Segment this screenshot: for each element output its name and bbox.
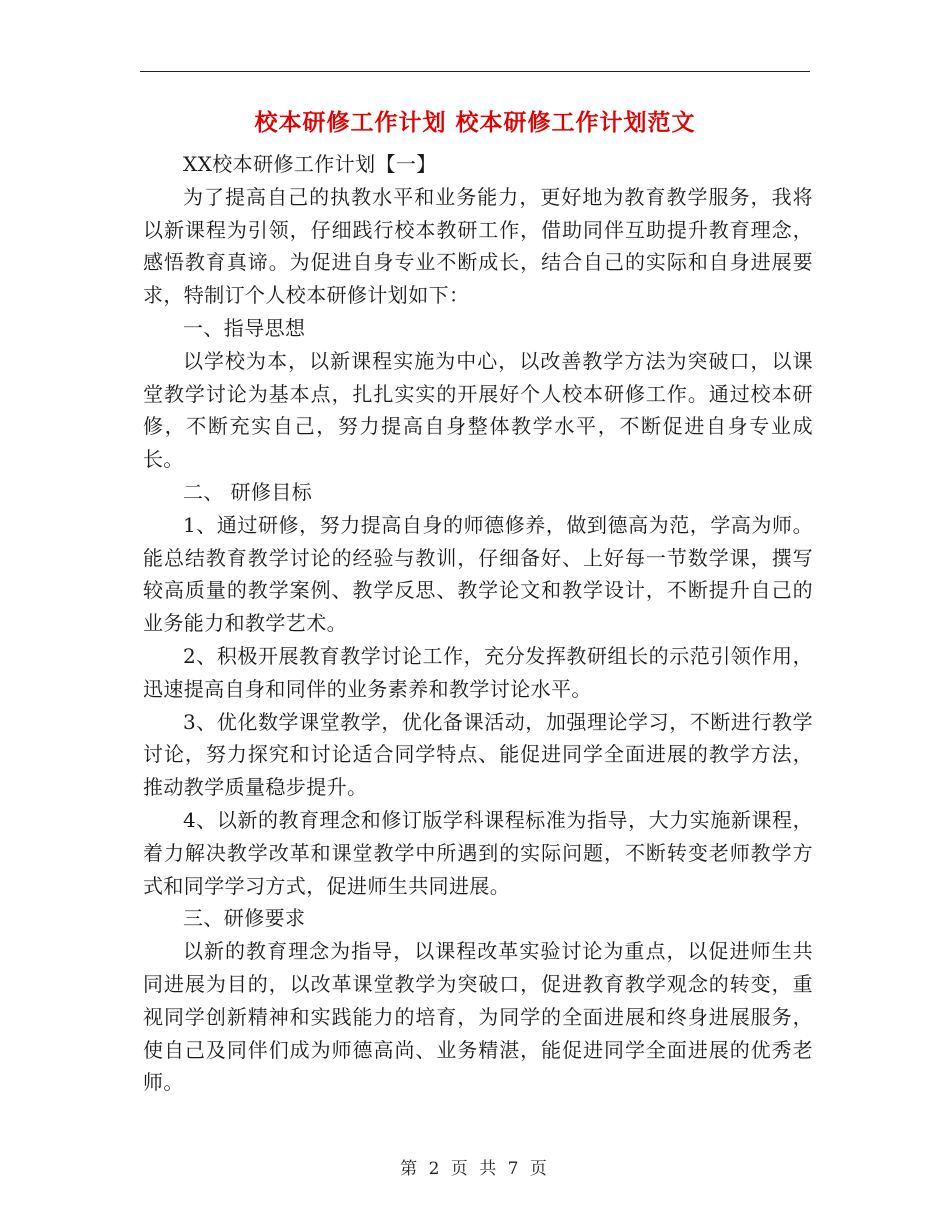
document-title: 校本研修工作计划 校本研修工作计划范文	[254, 109, 696, 136]
intro-paragraph: 为了提高自己的执教水平和业务能力，更好地为教育教学服务，我将以新课程为引领，仔细践行校本教研工作，借助同伴互助提升教育理念，感悟教育真谛。为促进自身专业不断成长，结合自己的实际和自身进展要求，特制订个人校本研修计划如下：	[143, 184, 813, 308]
header-rule	[140, 71, 810, 72]
goal-item-1: 1、通过研修，努力提高自身的师德修养，做到德高为范，学高为师。能总结教育教学讨论的经验与教训，仔细备好、上好每一节数学课，撰写较高质量的教学案例、教学反思、教学论文和教学设计，不断提升自己的业务能力和教学艺术。	[143, 512, 813, 636]
requirements-paragraph: 以新的教育理念为指导，以课程改革实验讨论为重点，以促进师生共同进展为目的，以改革课堂教学为突破口，促进教育教学观念的转变，重视同学创新精神和实践能力的培育，为同学的全面进展和终身进展服务，使自己及同伴们成为师德高尚、业务精湛，能促进同学全面进展的优秀老师。	[143, 939, 813, 1095]
guiding-thought-paragraph: 以学校为本，以新课程实施为中心，以改善教学方法为突破口，以课堂教学讨论为基本点，扎扎实实的开展好个人校本研修工作。通过校本研修，不断充实自己，努力提高自身整体教学水平，不断促进自身专业成长。	[143, 348, 813, 472]
goal-item-4: 4、以新的教育理念和修订版学科课程标准为指导，大力实施新课程，着力解决教学改革和课堂教学中所遇到的实际问题，不断转变老师教学方式和同学学习方式，促进师生共同进展。	[143, 807, 813, 898]
goal-item-2: 2、积极开展教育教学讨论工作，充分发挥教研组长的示范引领作用，迅速提高自身和同伴的业务素养和教学讨论水平。	[143, 643, 813, 701]
heading-requirements: 三、研修要求	[183, 906, 306, 931]
section-heading: XX校本研修工作计划【一】	[183, 152, 437, 176]
page-number: 第 2 页 共 7 页	[400, 1159, 550, 1179]
heading-guiding-thought: 一、指导思想	[183, 315, 306, 340]
goal-item-3: 3、优化数学课堂教学，优化备课活动，加强理论学习，不断进行教学讨论，努力探究和讨论适合同学特点、能促进同学全面进展的教学方法，推动教学质量稳步提升。	[143, 709, 813, 800]
document-body	[143, 148, 813, 1099]
heading-goals: 二、 研修目标	[183, 479, 313, 504]
